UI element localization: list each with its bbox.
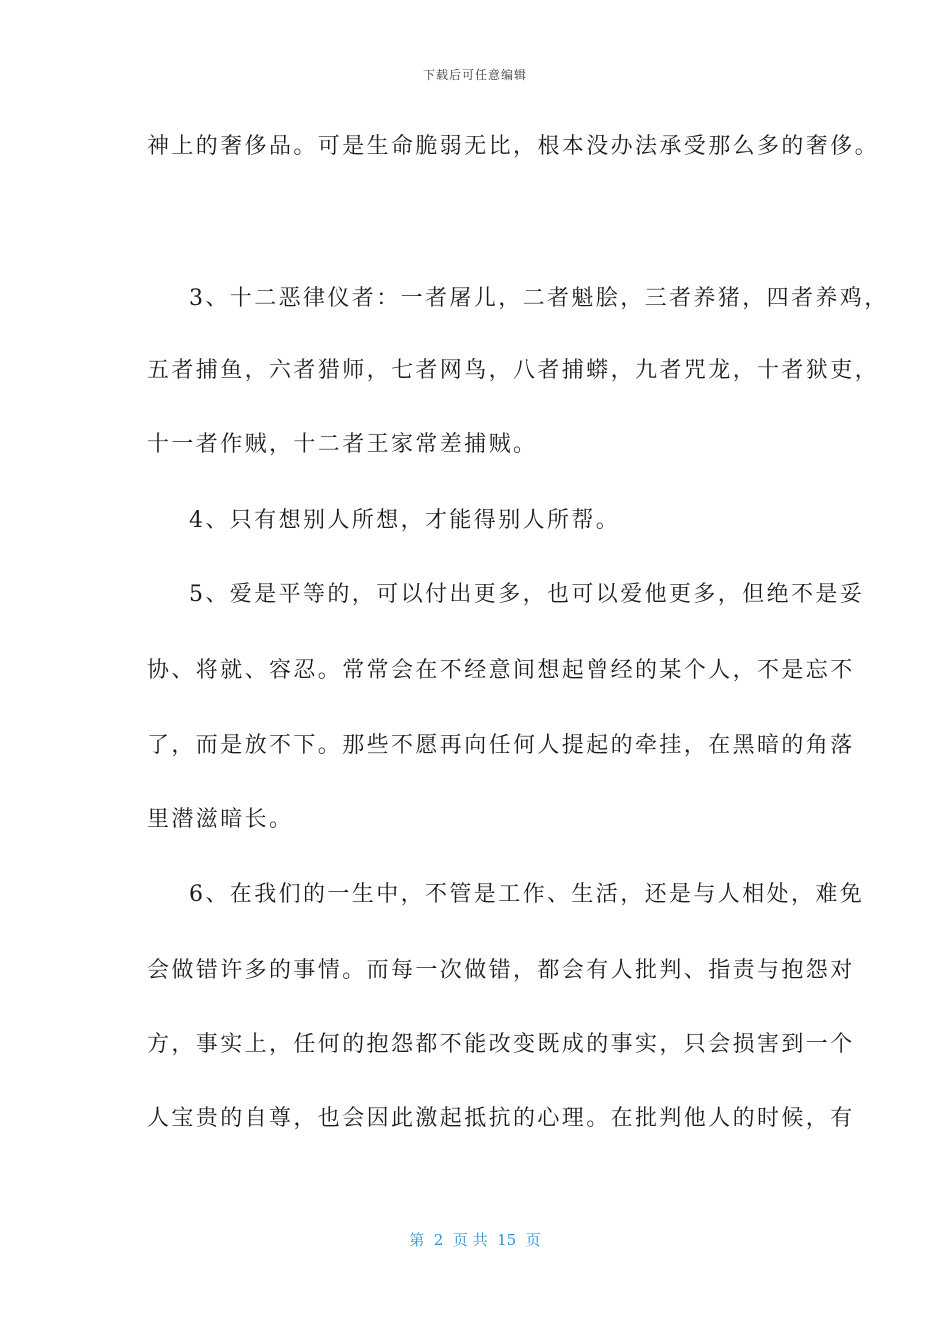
paragraph-line: 十一者作贼，十二者王家常差捕贼。 <box>147 432 538 457</box>
paragraph-line: 五者捕鱼，六者猎师，七者网鸟，八者捕蟒，九者咒龙，十者狱吏， <box>147 358 880 383</box>
paragraph-line: 3、十二恶律仪者：一者屠儿，二者魁脍，三者养猪，四者养鸡， <box>189 286 889 311</box>
paragraph-line: 会做错许多的事情。而每一次做错，都会有人批判、指责与抱怨对 <box>147 958 855 983</box>
paragraph-line: 5、爱是平等的，可以付出更多，也可以爱他更多，但绝不是妥 <box>189 582 865 607</box>
page-header-note: 下载后可任意编辑 <box>422 68 527 82</box>
paragraph-line: 人宝贵的自尊，也会因此激起抵抗的心理。在批判他人的时候，有 <box>147 1106 855 1131</box>
paragraph-line: 6、在我们的一生中，不管是工作、生活，还是与人相处，难免 <box>189 882 865 907</box>
paragraph-line: 4、只有想别人所想，才能得别人所帮。 <box>189 508 621 533</box>
paragraph-line: 神上的奢侈品。可是生命脆弱无比，根本没办法承受那么多的奢侈。 <box>147 134 880 159</box>
paragraph-line: 方，事实上，任何的抱怨都不能改变既成的事实，只会损害到一个 <box>147 1032 855 1057</box>
page-number-footer: 第 2 页 共 15 页 <box>409 1231 541 1249</box>
paragraph-line: 协、将就、容忍。常常会在不经意间想起曾经的某个人，不是忘不 <box>147 658 855 683</box>
paragraph-line: 里潜滋暗长。 <box>147 807 294 832</box>
paragraph-line: 了，而是放不下。那些不愿再向任何人提起的牵挂，在黑暗的角落 <box>147 733 855 758</box>
